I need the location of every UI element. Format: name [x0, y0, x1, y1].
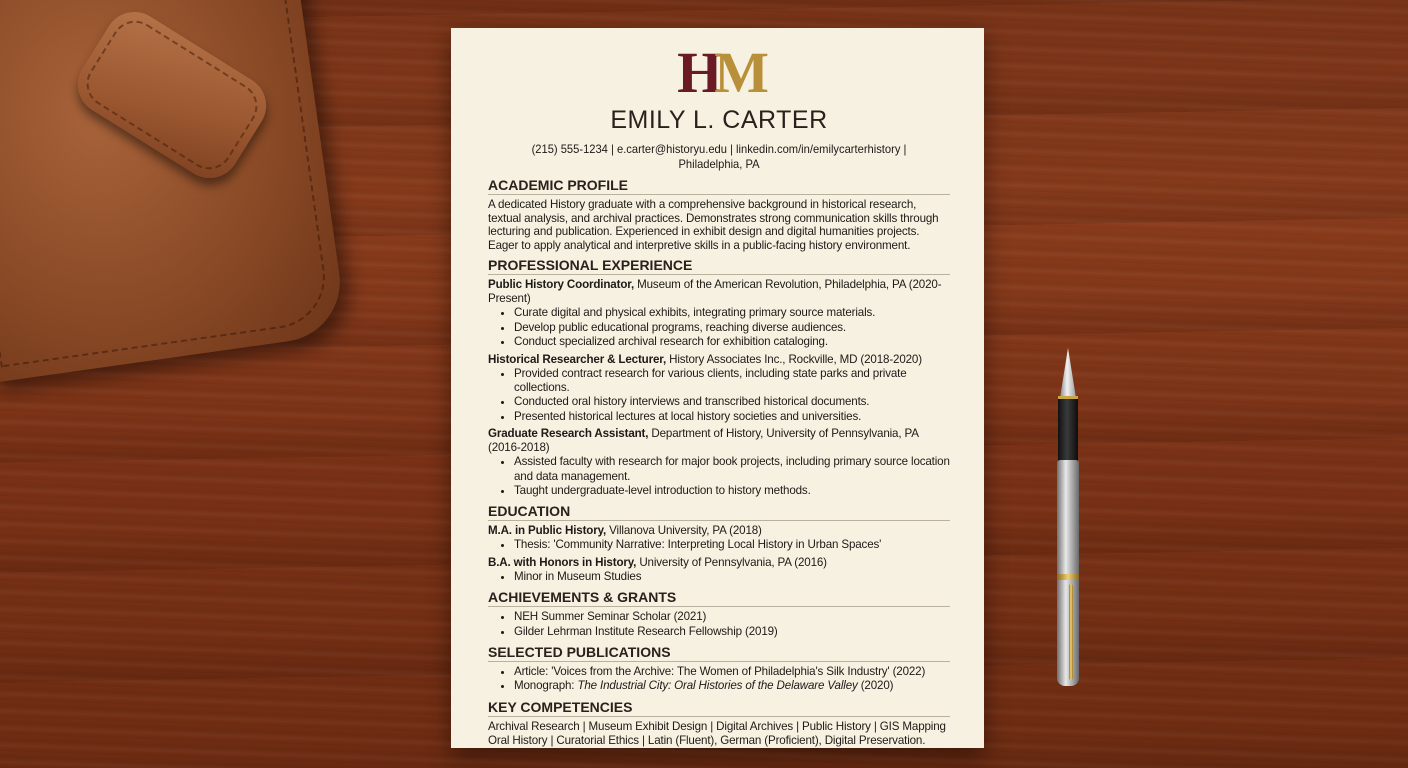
list-item: • Conducted oral history interviews and transcribed historical documents. — [514, 395, 950, 409]
job-entry — [488, 353, 950, 367]
pen-grip — [1058, 396, 1078, 464]
list-item: • Assisted faculty with research for major book projects, including primary source location and data management. — [514, 455, 950, 484]
job-title: Historical Researcher & Lecturer, — [488, 352, 667, 366]
pen-barrel — [1057, 460, 1079, 686]
job-title: Public History Coordinator, — [488, 278, 635, 292]
list-item: • Curate digital and physical exhibits, integrating primary source materials. — [514, 306, 950, 320]
degree-title: M.A. in Public History, — [488, 524, 607, 538]
pen-nib — [1060, 348, 1076, 398]
degree-entry — [488, 524, 950, 538]
list-item: • Thesis: 'Community Narrative: Interpreting Local History in Urban Spaces' — [514, 538, 950, 552]
candidate-name: EMILY L. CARTER — [610, 106, 828, 134]
list-item — [514, 665, 950, 679]
fountain-pen — [1054, 348, 1082, 698]
degree-details: Villanova University, PA (2018) — [606, 524, 762, 538]
section-heading-profile: ACADEMIC PROFILE — [488, 177, 950, 195]
list-item: • Gilder Lehrman Institute Research Fellowship (2019) — [514, 625, 950, 639]
monogram-logo — [488, 40, 950, 105]
job-entry — [488, 278, 950, 306]
section-heading-experience: PROFESSIONAL EXPERIENCE — [488, 257, 950, 275]
publication-text: Article: 'Voices from the Archive: The Women of Philadelphia's Silk Industry' (2022) — [514, 665, 926, 679]
job-details: History Associates Inc., Rockville, MD (2018-2020) — [666, 352, 922, 366]
job-bullets — [488, 367, 950, 425]
pen-clip — [1069, 584, 1073, 680]
section-heading-education: EDUCATION — [488, 503, 950, 521]
publication-suffix: (2020) — [857, 679, 894, 693]
job-details: Department of History, University of Pennsylvania, PA (2016-2018) — [488, 427, 919, 455]
logo-letter-h: H — [677, 40, 715, 105]
publication-title: The Industrial City: Oral Histories of the Delaware Valley — [577, 679, 858, 693]
job-title: Graduate Research Assistant, — [488, 427, 649, 441]
publication-prefix: Monograph: — [514, 679, 578, 693]
job-bullets — [488, 455, 950, 498]
job-entry — [488, 427, 950, 455]
logo-letter-m: M — [714, 40, 761, 105]
list-item: • Minor in Museum Studies — [514, 570, 950, 584]
job-bullets — [488, 306, 950, 349]
degree-details: University of Pennsylvania, PA (2016) — [636, 555, 827, 569]
section-heading-achievements: ACHIEVEMENTS & GRANTS — [488, 589, 950, 607]
list-item: • Conduct specialized archival research for exhibition cataloging. — [514, 335, 950, 349]
competencies-line: Archival Research | Museum Exhibit Design | Digital Archives | Public History | GIS Mapping — [488, 719, 946, 733]
list-item: • Taught undergraduate-level introduction to history methods. — [514, 484, 950, 498]
achievements-list — [488, 610, 950, 639]
degree-bullets — [488, 538, 950, 552]
list-item: • Presented historical lectures at local history societies and universities. — [514, 410, 950, 424]
profile-text: A dedicated History graduate with a comprehensive background in historical research, textual analysis, and archival practices. Demonstrates strong communication skills through lecturing and publication. Experienced in exhibit design and digital humanities projects. Eager to apply analytical and interpretive skills in a public-facing history environment. — [488, 198, 939, 252]
degree-entry — [488, 556, 950, 570]
list-item: • Develop public educational programs, reaching diverse audiences. — [514, 321, 950, 335]
list-item — [514, 679, 950, 693]
publications-list — [488, 665, 950, 694]
section-heading-publications: SELECTED PUBLICATIONS — [488, 644, 950, 662]
list-item: • Provided contract research for various clients, including state parks and private collections. — [514, 367, 950, 396]
pen-band — [1057, 574, 1079, 580]
job-details: Museum of the American Revolution, Philadelphia, PA (2020-Present) — [488, 278, 942, 306]
list-item: • NEH Summer Seminar Scholar (2021) — [514, 610, 950, 624]
contact-line: (215) 555-1234 | e.carter@historyu.edu | linkedin.com/in/emilycarterhistory | Philadelphia, PA — [531, 142, 907, 171]
competencies-line: Oral History | Curatorial Ethics | Latin (Fluent), German (Proficient), Digital Preservation. — [488, 734, 926, 748]
section-heading-competencies: KEY COMPETENCIES — [488, 699, 950, 717]
degree-bullets — [488, 570, 950, 584]
degree-title: B.A. with Honors in History, — [488, 555, 637, 569]
resume-page — [451, 28, 984, 748]
